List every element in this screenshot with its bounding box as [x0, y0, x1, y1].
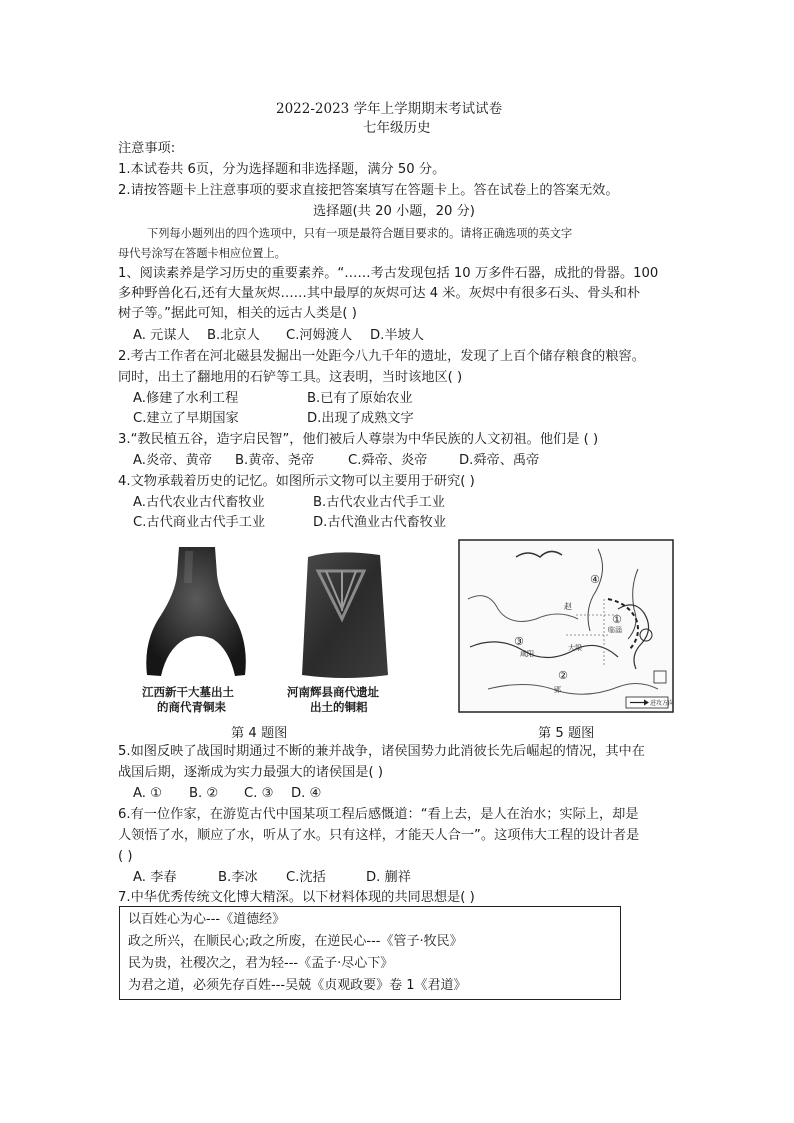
- q3-option-b: B.黄帝、尧帝: [235, 453, 315, 468]
- map-place-label: 郢: [554, 686, 561, 694]
- q1-option-b: B.北京人: [207, 328, 260, 343]
- quote-line: 以百姓心为心---《道德经》: [128, 912, 286, 927]
- map-legend-label: 进攻方向: [650, 700, 675, 707]
- question-5-text: 战国后期，逐渐成为实力最强大的诸侯国是( ): [118, 765, 384, 780]
- map-state-marker-3: ③: [514, 635, 524, 648]
- q6-option-d: D. 蒯祥: [366, 870, 411, 885]
- question-1-text: 1、阅读素养是学习历史的重要素养。“……考古发现包括 10 万多件石器，成批的骨器。100: [118, 266, 659, 281]
- figure-2-caption: 河南辉县商代遗址: [287, 685, 379, 699]
- map-place-label: 咸阳: [520, 650, 534, 658]
- q5-option-d: D. ④: [291, 786, 322, 801]
- map-place-label: 临淄: [608, 626, 622, 634]
- warring-states-map: [458, 539, 674, 713]
- q6-option-a: A. 李春: [133, 870, 177, 885]
- quote-box: [119, 906, 621, 1000]
- q3-option-d: D.舜帝、禹帝: [459, 453, 540, 468]
- notes-heading: 注意事项:: [118, 141, 176, 156]
- q6-option-b: B.李冰: [218, 870, 258, 885]
- q4-option-d: D.古代渔业古代畜牧业: [313, 515, 447, 530]
- map-state-marker-4: ④: [590, 573, 600, 586]
- question-4-text: 4.文物承载着历史的记忆。如图所示文物可以主要用于研究( ): [118, 474, 475, 489]
- q1-option-c: C.河姆渡人: [286, 328, 353, 343]
- map-state-marker-1: ①: [612, 613, 622, 626]
- section-instructions: 母代号涂写在答题卡相应位置上。: [118, 247, 286, 260]
- note-item: 2.请按答题卡上注意事项的要求直接把答案填写在答题卡上。答在试卷上的答案无效。: [118, 183, 619, 198]
- section-title: 选择题(共 20 小题，20 分): [313, 204, 475, 219]
- exam-title: 2022-2023 学年上学期期末考试试卷: [276, 101, 503, 117]
- q1-option-a: A. 元谋人: [133, 328, 190, 343]
- q2-option-a: A.修建了水利工程: [133, 391, 239, 406]
- bronze-spade-photo: [296, 549, 392, 681]
- q4-option-c: C.古代商业古代手工业: [133, 515, 266, 530]
- quote-line: 政之所兴，在顺民心;政之所废，在逆民心---《管子·牧民》: [128, 934, 463, 949]
- figure-2-caption: 出土的铜耜: [310, 700, 368, 714]
- note-item: 1.本试卷共 6页，分为选择题和非选择题，满分 50 分。: [118, 162, 446, 177]
- q6-option-c: C.沈括: [286, 870, 326, 885]
- question-5-text: 5.如图反映了战国时期通过不断的兼并战争，诸侯国势力此消彼长先后崛起的情况，其中在: [118, 744, 645, 759]
- bronze-plow-photo: [137, 545, 257, 680]
- q3-option-a: A.炎帝、黄帝: [133, 453, 212, 468]
- question-2-text: 同时，出土了翻地用的石铲等工具。这表明，当时该地区( ): [118, 370, 463, 385]
- map-place-label: 赵: [564, 602, 572, 611]
- map-state-marker-2: ②: [558, 669, 568, 682]
- q3-option-c: C.舜帝、炎帝: [348, 453, 428, 468]
- q5-option-c: C. ③: [244, 786, 274, 801]
- exam-subtitle: 七年级历史: [363, 120, 431, 136]
- q1-option-d: D.半坡人: [370, 328, 424, 343]
- question-7-text: 7.中华优秀传统文化博大精深。以下材料体现的共同思想是( ): [118, 890, 475, 905]
- q2-option-c: C.建立了早期国家: [133, 411, 239, 426]
- question-2-text: 2.考古工作者在河北磁县发掘出一处距今八九千年的遗址，发现了上百个储存粮食的粮窖。: [118, 349, 645, 364]
- question-3-text: 3.“教民植五谷，造字启民智”，他们被后人尊崇为中华民族的人文初祖。他们是 ( ): [118, 432, 599, 447]
- q5-option-a: A. ①: [133, 786, 162, 801]
- quote-line: 为君之道，必须先存百姓---吴兢《贞观政要》卷 1《君道》: [128, 978, 467, 993]
- q4-option-b: B.古代农业古代手工业: [313, 495, 445, 510]
- q2-option-b: B.已有了原始农业: [307, 391, 413, 406]
- figure-1-caption: 的商代青铜耒: [157, 700, 226, 714]
- section-instructions: 下列每小题列出的四个选项中，只有一项是最符合题目要求的。请将正确选项的英文字: [147, 227, 573, 240]
- figure-5-label: 第 5 题图: [538, 726, 595, 741]
- quote-line: 民为贵，社稷次之，君为轻---《孟子·尽心下》: [128, 956, 394, 971]
- question-6-text: 6.有一位作家，在游览古代中国某项工程后感慨道：“看上去，是人在治水；实际上，却是: [118, 807, 639, 822]
- question-1-text: 树子等。”据此可知，相关的远古人类是( ): [118, 306, 357, 321]
- figure-4-label: 第 4 题图: [231, 726, 288, 741]
- q2-option-d: D.出现了成熟文字: [307, 411, 414, 426]
- q4-option-a: A.古代农业古代畜牧业: [133, 495, 265, 510]
- question-6-text: ( ): [118, 849, 133, 864]
- question-1-text: 多种野兽化石,还有大量灰烬……其中最厚的灰烬可达 4 米。灰烬中有很多石头、骨头和朴: [118, 286, 641, 301]
- map-place-label: 大梁: [568, 644, 582, 652]
- q5-option-b: B. ②: [189, 786, 219, 801]
- figure-1-caption: 江西新干大墓出土: [142, 685, 234, 699]
- question-6-text: 人领悟了水，顺应了水，听从了水。只有这样，才能天人合一”。这项伟大工程的设计者是: [118, 828, 640, 843]
